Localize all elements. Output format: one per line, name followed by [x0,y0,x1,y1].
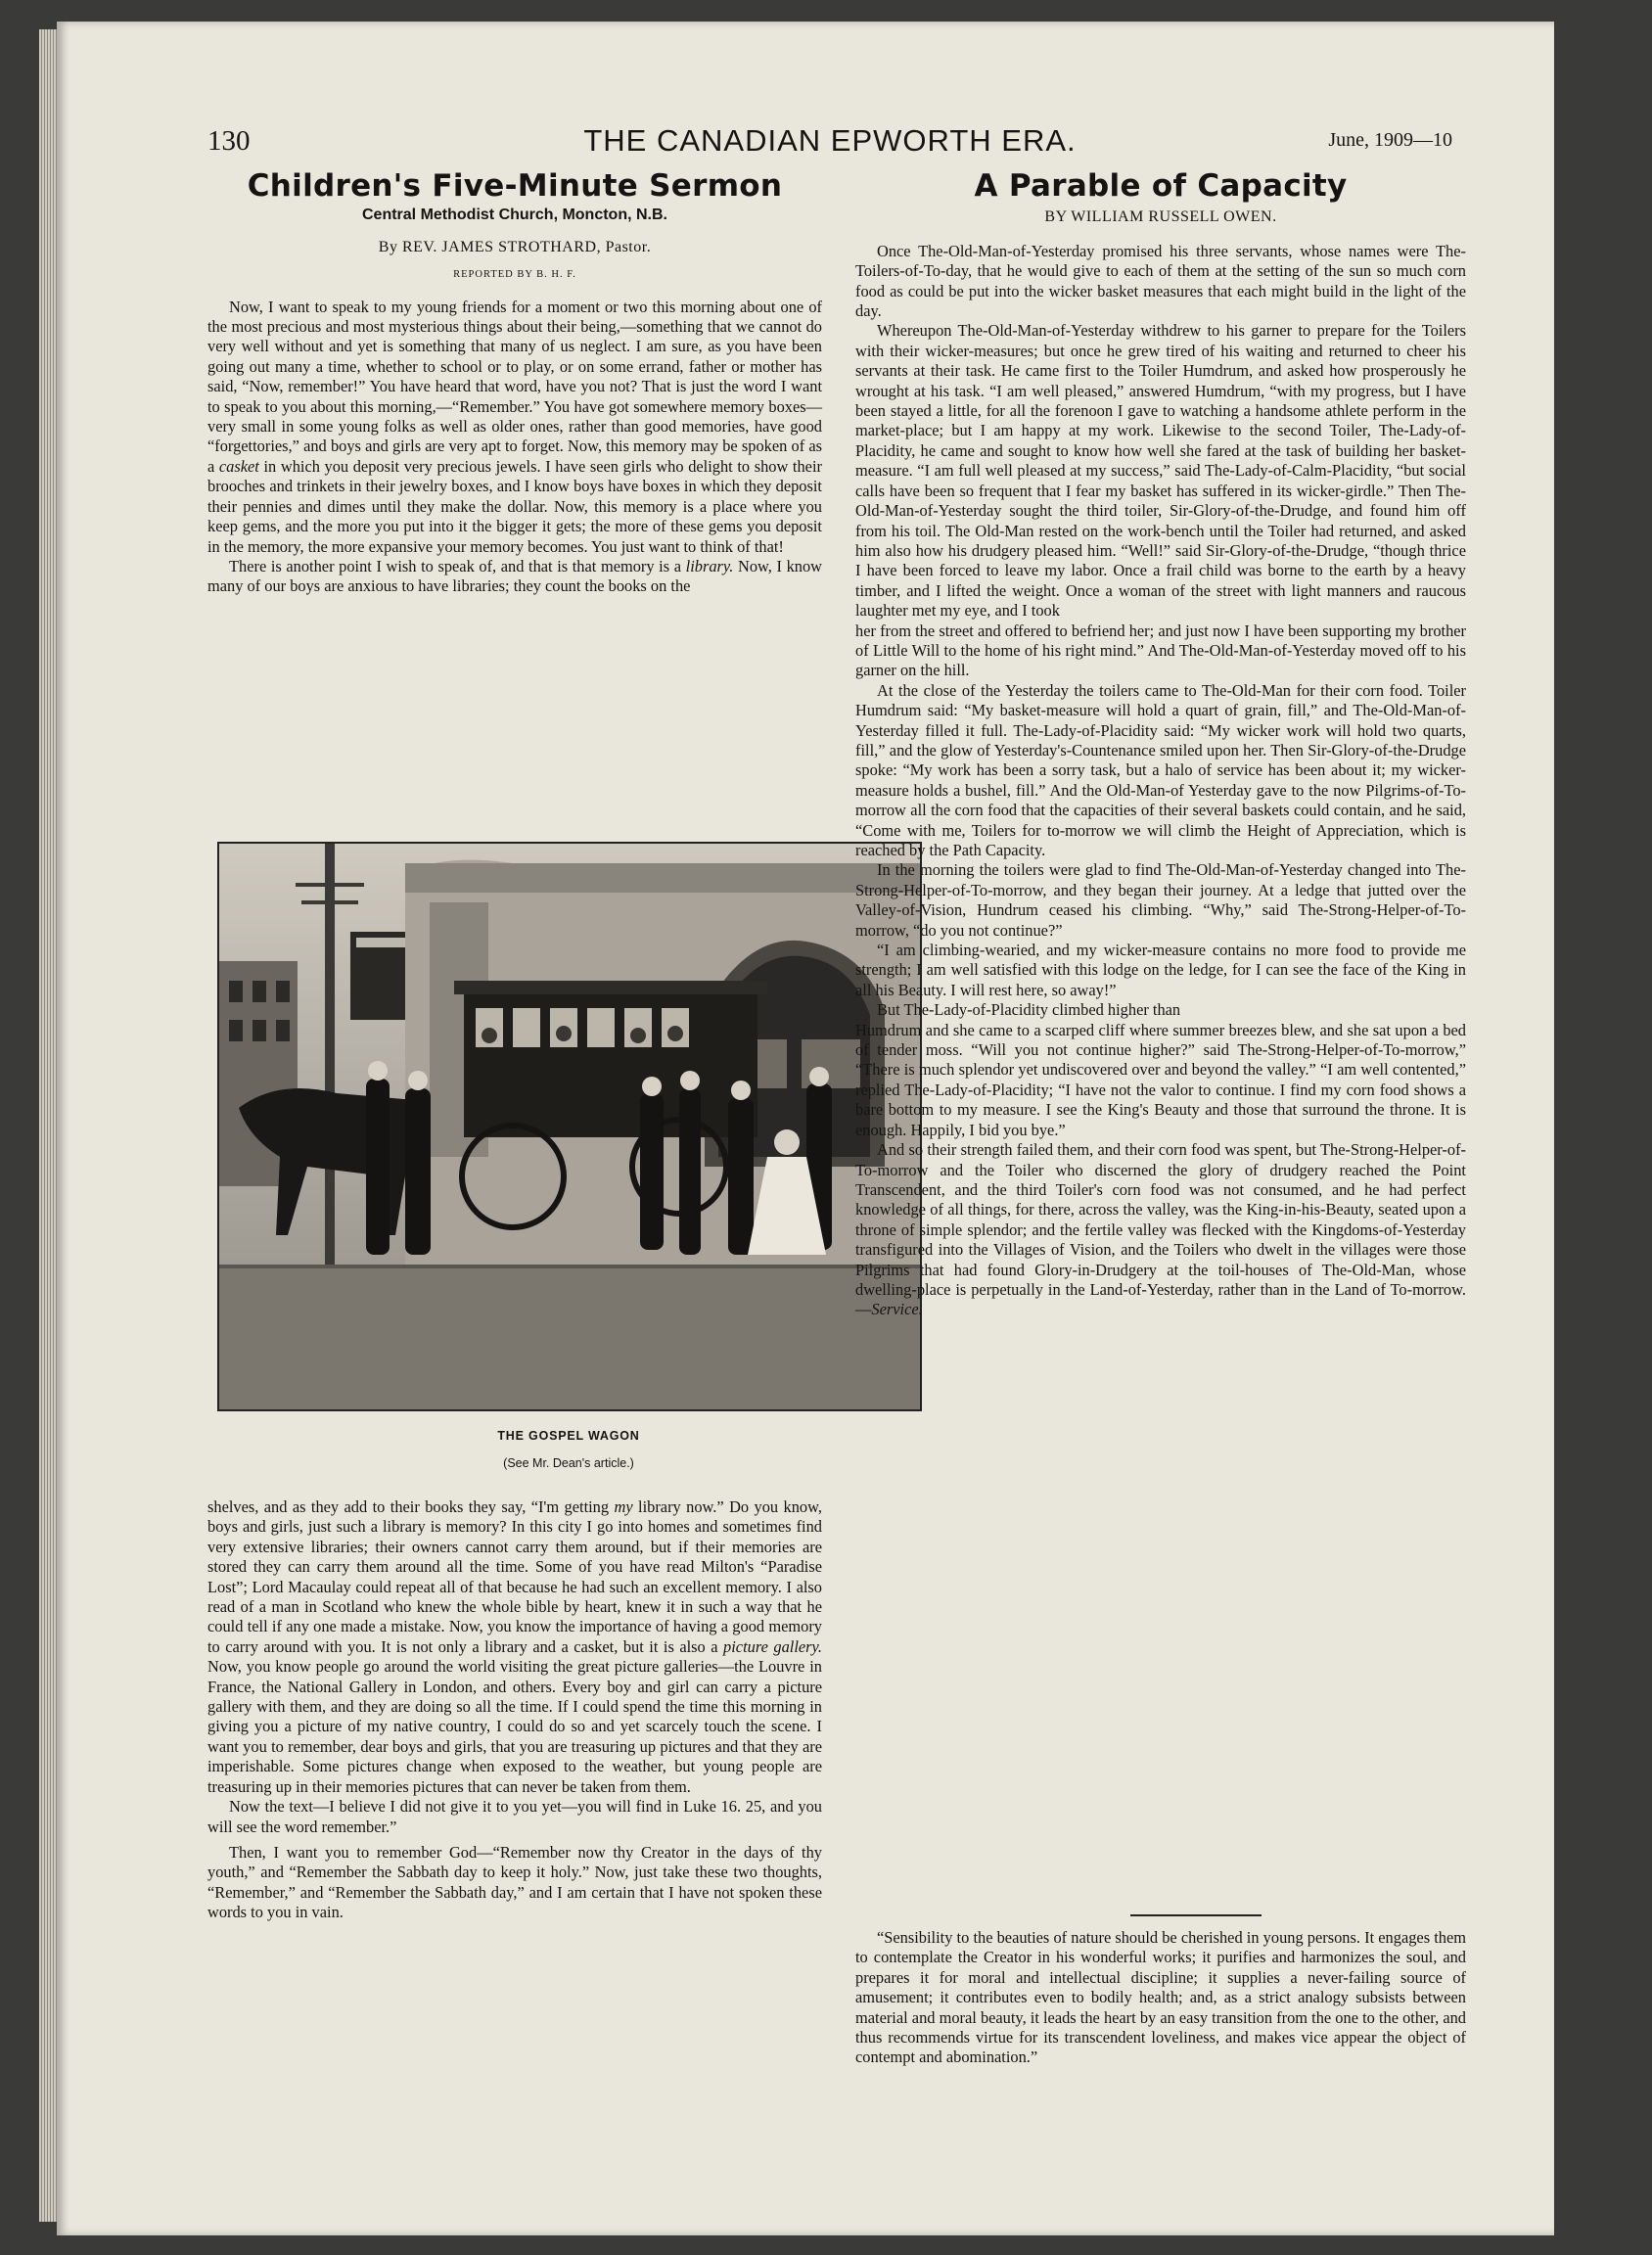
sermon-paragraph: Then, I want you to remember God—“Remember now thy Creator in the days of thy youth,” and “Remember the Sabbath day to keep it holy.” Now, just take these two thoughts, “Remember,” and “Remember the Sabbath day,” and I am certain that I have not spoken these words to you in vain. [207,1842,822,1922]
photo-caption: THE GOSPEL WAGON [497,1429,640,1443]
reported-by: REPORTED BY B. H. F. [453,269,576,281]
magazine-title: THE CANADIAN EPWORTH ERA. [583,123,1077,158]
gospel-wagon-photo [217,842,922,1411]
right-article-byline: BY WILLIAM RUSSELL OWEN. [1044,208,1277,226]
parable-paragraph: her from the street and offered to befriend her; and just now I have been supporting my brother of Little Will to the home of his right mind.” And The-Old-Man-of-Yesterday moved off to his garner on the hill. [855,621,1466,680]
issue-date: June, 1909—10 [1328,129,1452,151]
nature-quote [855,1928,1466,2068]
left-article-bottom [207,1497,822,1923]
sermon-paragraph: shelves, and as they add to their books they say, “I'm getting my library now.” Do you know, boys and girls, just such a library is memory? In this city I go into homes and sometimes find very extensive libraries; their owners cannot carry them around, but if their memories are stored they can carry them around all the time. Some of you have read Milton's “Paradise Lost”; Lord Macaulay could repeat all of that because he had such an excellent memory. I also read of a man in Scotland who knew the whole bible by heart, knew it in such a way that he could tell if any one made a mistake. Now, you know the importance of having a good memory to carry around with you. It is not only a library and a casket, but it is also a picture gallery. Now, you know people go around the world visiting the great picture galleries—the Louvre in France, the National Gallery in London, and others. Every boy and girl can carry a picture gallery with them, and they are doing so all the time. If I could spend the time this morning in giving you a picture of my native country, I could do so and yet scarcely touch the scene. I want you to remember, dear boys and girls, that you are treasuring up pictures and that they are imperishable. Some pictures change when exposed to the weather, but young people are treasuring up in their memories pictures that can never be taken from them. [207,1497,822,1796]
sermon-paragraph: Now the text—I believe I did not give it to you yet—you will find in Luke 16. 25, and you will see the word remember.” [207,1797,822,1836]
book-page-edges [39,29,59,2222]
page-header [207,123,1452,162]
sermon-paragraph: There is another point I wish to speak of, and that is that memory is a library. Now, I know many of our boys are anxious to have libraries; they count the books on the [207,556,823,596]
page-number: 130 [207,125,251,157]
left-article-top [207,168,823,597]
section-divider [1130,1914,1262,1916]
parable-paragraph: At the close of the Yesterday the toilers came to The-Old-Man for their corn food. Toiler Humdrum said: “My basket-measure will hold a quart of grain, fill,” and The-Old-Man-of-Yesterday filled it full. The-Lady-of-Placidity said: “My wicker work will hold two quarts, fill,” and the glow of Yesterday's-Countenance smiled upon her. Then Sir-Glory-of-the-Drudge spoke: “My work has been a sorry task, but a halo of service has been about it; my wicker-measure holds a bushel, fill.” And the Old-Man-of Yesterday gave to the now Pilgrims-of-To-morrow all the corn food that the capacities of their several baskets could contain, and he said, “Come with me, Toilers for to-morrow we will climb the Height of Appreciation, which is reached by the Path Capacity. [855,680,1466,859]
quote-paragraph: “Sensibility to the beauties of nature should be cherished in young persons. It engages them to contemplate the Creator in his wonderful works; it purifies and harmonizes the soul, and prepares it for moral and intellectual discipline; it supplies a never-failing source of amusement; it contributes even to bodily health; and, as a strict analogy subsists between material and moral beauty, it leads the heart by an easy transition from the one to the other, and thus recommends virtue for its transcendent loveliness, and makes vice appear the object of contempt and abomination.” [855,1928,1466,2067]
parable-paragraph: “I am climbing-wearied, and my wicker-measure contains no more food to provide me strength; I am well satisfied with this lodge on the ledge, for I can see the face of the King in all his Beauty. I will rest here, so away!” [855,941,1466,999]
left-article-title: Children's Five-Minute Sermon [247,168,783,204]
left-article-byline: By REV. JAMES STROTHARD, Pastor. [378,238,652,255]
parable-paragraph: And so their strength failed them, and their corn food was spent, but The-Strong-Helper-of-To-morrow and the Toiler who discerned the glory of drudgery reached the Point Transcendent, and the third Toiler's corn food was not consumed, and he had perfect knowledge of all things, for there, across the valley, was the King-in-his-Beauty, seated upon a throne of simple splendor; and the fertile valley was flecked with the Kingdoms-of-Yesterday transfigured into the Villages of Vision, and the Toilers who dwelt in the villages were those Pilgrims that had found Glory-in-Drudgery at the toil-houses of The-Old-Man, whose dwelling-place is perpetually in the Land-of-Yesterday, rather than in the Land of To-morrow.—Service. [855,1140,1466,1319]
right-article-title: A Parable of Capacity [974,168,1348,204]
parable-paragraph: Humdrum and she came to a scarped cliff where summer breezes blew, and she sat upon a bed of tender moss. “Will you not continue higher?” said The-Strong-Helper-of-To-morrow,” “There is much splendor yet undiscovered over and beyond the valley.” “I am well contented,” replied The-Lady-of-Placidity; “I have not the valor to continue. I find my corn food shows a bare bottom to my measure. I see the King's Beauty and those that surround the throne. It is enough. Happily, I bid you bye.” [855,1020,1466,1139]
right-article [855,168,1466,1320]
parable-paragraph: Whereupon The-Old-Man-of-Yesterday withdrew to his garner to prepare for the Toilers with their wicker-measures; but once he grew tired of his waiting and returned to cheer his servants at their task. He came first to the Toiler Humdrum, and asked how prosperously he wrought at his task. “I am well pleased,” answered Humdrum, “with my progress, but I have been stayed a little, for all the forenoon I gave to watching a handsome athlete perform in the market-place; but I am happy at my work. Likewise to the second Toiler, The-Lady-of-Placidity, he came and sought to know how well she fared at the task of building her basket-measure. “I am full well pleased at my success,” said The-Lady-of-Calm-Placidity, “but social calls have been so frequent that I fear my basket has suffered in its wicker-girdle.” Then The-Old-Man-of-Yesterday sought the third toiler, Sir-Glory-of-the-Drudge, and found him off from his toil. The Old-Man rested on the work-bench until the Toiler had returned, and asked him also how his drudgery pleased him. “Well!” said Sir-Glory-of-the-Drudge, “though thrice I have been forced to leave my labor. Once a frail child was borne to the earth by a heavy timber, and I lifted the weight. Once a woman of the street with light manners and raucous laughter met my eye, and I took [855,321,1466,621]
sermon-paragraph: Now, I want to speak to my young friends for a moment or two this morning about one of the most precious and most mysterious things about their being,—something that we cannot do very well without and yet is something that many of us neglect. I am sure, as you have been going out many a time, whether to school or to play, or on some errand, father or mother has said, “Now, remember!” You have heard that word, have you not? That is just the word I want to speak to you about this morning,—“Remember.” You have got somewhere memory boxes—very small in some young folks as well as older ones, rather than good memories, have good “forgettories,” and boys and girls are very apt to forget. Now, this memory may be spoken of as a casket in which you deposit very precious jewels. I have seen girls who delight to show their brooches and trinkets in their jewelry boxes, and I know boys have boxes in which they deposit their pennies and dimes until they make the dollar. Now, this memory is a place where you keep gems, and the more you put into it the bigger it gets; the more of these gems you deposit in the memory, the more expansive your memory becomes. You just want to think of that! [207,297,822,556]
gospel-wagon-illustration [219,844,920,1409]
parable-paragraph: But The-Lady-of-Placidity climbed higher than [877,1000,1181,1020]
church-subhead: Central Methodist Church, Moncton, N.B. [362,207,667,224]
parable-paragraph: In the morning the toilers were glad to find The-Old-Man-of-Yesterday changed into The-Strong-Helper-of-To-morrow, and they began their journey. At a ledge that jutted over the Valley-of-Vision, Hundrum ceased his climbing. “Why,” said The-Strong-Helper-of-To-morrow, “do you not continue?” [855,860,1466,940]
parable-paragraph: Once The-Old-Man-of-Yesterday promised his three servants, whose names were The-Toilers-of-To-day, that he would give to each of them at the setting of the sun so much corn food as could be put into the wicker basket measures that each might build in the light of the day. [855,241,1466,321]
photo-note: (See Mr. Dean's article.) [503,1456,634,1470]
